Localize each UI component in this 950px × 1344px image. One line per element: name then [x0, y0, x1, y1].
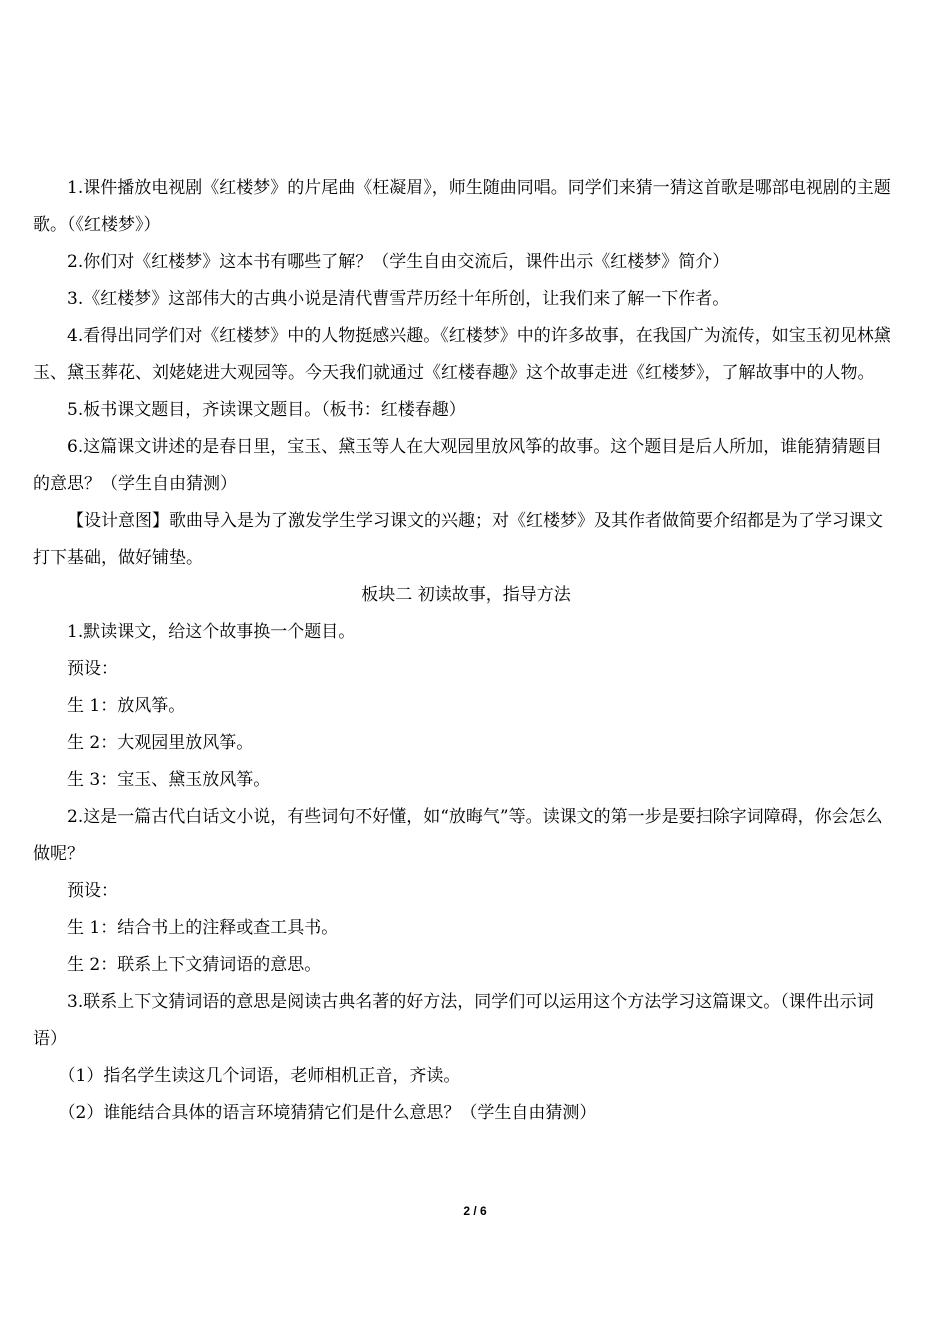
paragraph-5: 5.板书课文题目，齐读课文题目。（板书：红楼春趣）	[67, 400, 466, 420]
section-paragraph-1: 1.默读课文，给这个故事换一个题目。	[67, 622, 356, 642]
section-paragraph-7: 预设：	[67, 881, 118, 901]
page-number: 2 / 6	[463, 1204, 487, 1218]
paragraph-6: 6.这篇课文讲述的是春日里，宝玉、黛玉等人在大观园里放风筝的故事。这个题目是后人所加，谁能猜猜题目的意思？（学生自由猜测）	[33, 437, 883, 494]
document-body	[33, 170, 899, 1132]
paragraph-1: 1.课件播放电视剧《红楼梦》的片尾曲《枉凝眉》，师生随曲同唱。同学们来猜一猜这首歌是哪部电视剧的主题歌。（《红楼梦》）	[33, 178, 891, 235]
section-paragraph-5: 生 3：宝玉、黛玉放风筝。	[67, 770, 271, 790]
section-paragraph-4: 生 2：大观园里放风筝。	[67, 733, 254, 753]
paragraph-4: 4.看得出同学们对《红楼梦》中的人物挺感兴趣。《红楼梦》中的许多故事，在我国广为流传，如宝玉初见林黛玉、黛玉葬花、刘姥姥进大观园等。今天我们就通过《红楼春趣》这个故事走进《红楼梦》，了解故事中的人物。	[33, 326, 891, 383]
section-heading: 板块二 初读故事，指导方法	[361, 585, 571, 605]
section-paragraph-2: 预设：	[67, 659, 118, 679]
section-paragraph-12: （2）谁能结合具体的语言环境猜猜它们是什么意思？（学生自由猜测）	[58, 1103, 597, 1123]
section-paragraph-3: 生 1：放风筝。	[67, 696, 186, 716]
section-paragraph-10: 3.联系上下文猜词语的意思是阅读古典名著的好方法，同学们可以运用这个方法学习这篇课文。（课件出示词语）	[33, 992, 874, 1049]
paragraph-3: 3.《红楼梦》这部伟大的古典小说是清代曹雪芹历经十年所创，让我们来了解一下作者。	[67, 289, 730, 309]
section-paragraph-11: （1）指名学生读这几个词语，老师相机正音，齐读。	[58, 1066, 461, 1086]
section-paragraph-8: 生 1：结合书上的注释或查工具书。	[67, 918, 339, 938]
section-paragraph-6: 2.这是一篇古代白话文小说，有些词句不好懂，如“放晦气”等。读课文的第一步是要扫除字词障碍，你会怎么做呢？	[33, 807, 883, 864]
section-paragraph-9: 生 2：联系上下文猜词语的意思。	[67, 955, 322, 975]
design-intent-paragraph: 【设计意图】歌曲导入是为了激发学生学习课文的兴趣；对《红楼梦》及其作者做简要介绍都是为了学习课文打下基础，做好铺垫。	[33, 511, 883, 568]
paragraph-2: 2.你们对《红楼梦》这本书有哪些了解？（学生自由交流后，课件出示《红楼梦》简介）	[67, 252, 730, 272]
